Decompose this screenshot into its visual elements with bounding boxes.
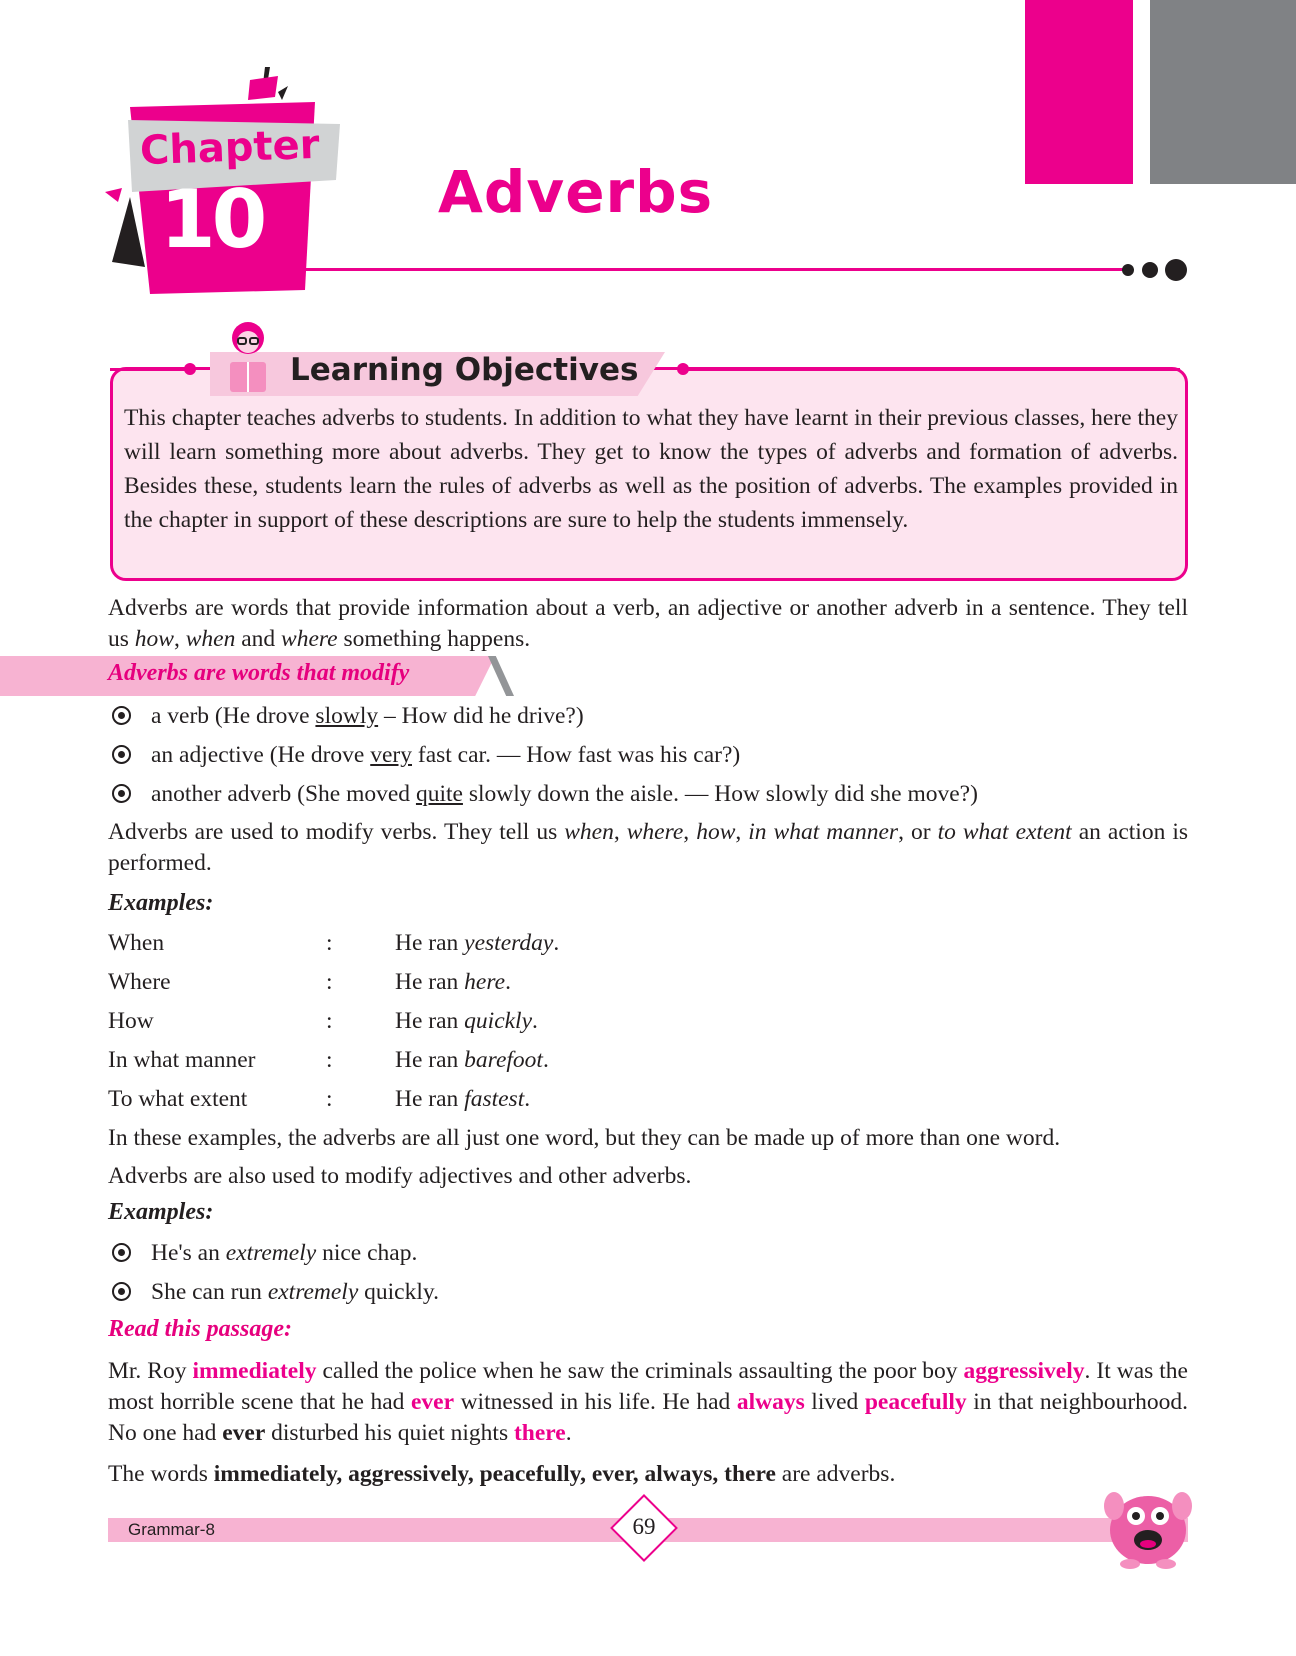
example-pre: He ran: [395, 1086, 465, 1112]
objectives-left-dot: [183, 362, 197, 376]
verbs-or: , or: [898, 819, 931, 845]
example-end: .: [542, 1047, 549, 1073]
page-title: Adverbs: [438, 158, 714, 226]
intro-when: when: [185, 626, 236, 652]
example-colon: :: [326, 930, 333, 956]
verbs-text: Adverbs are used to modify verbs. They tell us: [108, 819, 558, 845]
example-end: .: [532, 1008, 538, 1034]
example-adverb: fastest: [464, 1086, 525, 1112]
passage-text: [108, 1356, 1188, 1449]
passage-keyword: immediately: [192, 1358, 317, 1384]
example-pre: He ran: [395, 1008, 465, 1034]
example-adverb: barefoot: [464, 1047, 543, 1073]
item-adverb: extremely: [267, 1279, 359, 1305]
passage-seg: disturbed his quiet nights: [271, 1420, 509, 1446]
note-2: Adverbs are also used to modify adjectives and other adverbs.: [108, 1163, 692, 1189]
verbs-when: when: [564, 819, 614, 845]
monster-mascot-icon: [1100, 1478, 1196, 1572]
objectives-left-rule: [110, 368, 190, 371]
note-1: In these examples, the adverbs are all just one word, but they can be made up of more than one word.: [108, 1125, 1061, 1151]
example-pre: He ran: [395, 1047, 465, 1073]
passage-seg: in that neighbourhood. No one had: [108, 1389, 1189, 1446]
passage-conclusion: [108, 1459, 895, 1490]
objectives-heading: Learning Objectives: [290, 352, 639, 388]
example-row: [108, 1084, 808, 1115]
example-label: When: [108, 930, 165, 956]
example-colon: :: [326, 969, 333, 995]
example-end: .: [505, 969, 511, 995]
passage-seg: lived: [811, 1389, 859, 1415]
verbs-extent: to what extent: [937, 819, 1072, 845]
objectives-right-rule: [680, 368, 1180, 371]
intro-text: Adverbs are words that provide information about a verb, an adjective or another adverb in a sentence. They tell us: [108, 595, 1188, 652]
decor-gray-bar: [1150, 0, 1296, 184]
modify-banner-edge: [488, 656, 514, 696]
item-text-end: slowly down the aisle. — How slowly did she move?): [462, 781, 978, 807]
example-row: [108, 928, 808, 959]
modify-item-verb: [112, 701, 584, 732]
example-colon: :: [326, 1086, 333, 1112]
examples-heading-1: Examples:: [108, 890, 214, 916]
example-pre: He ran: [395, 969, 465, 995]
intro-and: and: [241, 626, 276, 652]
item-text: She can run: [151, 1279, 268, 1305]
conclusion-bold: immediately, aggressively, peacefully, ever, always, there: [213, 1461, 776, 1487]
example-row: [108, 1045, 808, 1076]
title-rule-dots: [1118, 256, 1192, 284]
intro-end: something happens.: [343, 626, 531, 652]
intro-where: where: [281, 626, 338, 652]
passage-seg: Mr. Roy: [108, 1358, 187, 1384]
title-rule: [270, 268, 1124, 271]
bullet-icon: [112, 706, 131, 725]
bullet-icon: [112, 1282, 131, 1301]
intro-how: how: [134, 626, 174, 652]
modify-item-adverb: [112, 779, 978, 810]
conclusion-end: are adverbs.: [781, 1461, 896, 1487]
examples-heading-2: Examples:: [108, 1199, 214, 1225]
verbs-paragraph: Adverbs are used to modify verbs. They tell us when, where, how, in what manner, or to what extent an action is performed.: [108, 819, 1189, 876]
item-text-end: nice chap.: [316, 1240, 418, 1266]
passage-keyword: peacefully: [864, 1389, 967, 1415]
item-text-end: fast car. — How fast was his car?): [412, 742, 741, 768]
passage-keyword: always: [736, 1389, 805, 1415]
verbs-end: an action is performed.: [108, 819, 1189, 876]
item-underlined: quite: [415, 781, 463, 807]
passage-seg: witnessed in his life. He had: [460, 1389, 731, 1415]
example-label: To what extent: [108, 1086, 248, 1112]
example-adverb: here: [464, 969, 506, 995]
footer-book: Grammar-8: [128, 1520, 215, 1539]
intro-comma: ,: [173, 626, 180, 652]
passage-keyword: aggressively: [963, 1358, 1085, 1384]
passage-seg: . It was the most horrible scene that he had: [108, 1358, 1188, 1415]
modify-item-adjective: [112, 740, 740, 771]
example-colon: :: [326, 1047, 333, 1073]
item-text: an adjective (He drove: [151, 742, 371, 768]
chapter-label: Chapter: [139, 121, 321, 175]
example-adverb: quickly: [464, 1008, 533, 1034]
example-colon: :: [326, 1008, 333, 1034]
example-bullet-2: [112, 1277, 439, 1308]
example-end: .: [524, 1086, 531, 1112]
example-pre: He ran: [395, 930, 465, 956]
passage-keyword: ever: [410, 1389, 455, 1415]
modify-heading: Adverbs are words that modify: [108, 660, 410, 686]
verbs-manner: in what manner: [748, 819, 899, 845]
verbs-where: where: [626, 819, 684, 845]
bullet-icon: [112, 784, 131, 803]
item-text: another adverb (She moved: [151, 781, 416, 807]
example-row: [108, 1006, 808, 1037]
item-text-end: quickly.: [358, 1279, 439, 1305]
item-underlined: very: [370, 742, 412, 768]
page-number: 69: [632, 1514, 656, 1539]
verbs-how: how: [696, 819, 736, 845]
chapter-number: 10: [160, 173, 264, 266]
passage-seg: called the police when he saw the criminals assaulting the poor boy: [322, 1358, 958, 1384]
passage-seg: .: [565, 1420, 572, 1446]
item-text: a verb (He drove: [151, 703, 316, 729]
example-bullet-1: [112, 1238, 417, 1269]
passage-keyword: there: [513, 1420, 566, 1446]
example-label: In what manner: [108, 1047, 256, 1073]
bullet-icon: [112, 1243, 131, 1262]
example-row: [108, 967, 808, 998]
example-label: Where: [108, 969, 171, 995]
item-underlined: slowly: [315, 703, 379, 729]
passage-keyword: ever: [222, 1420, 266, 1446]
student-reading-icon: [222, 318, 274, 398]
objectives-right-dot: [676, 362, 690, 376]
decor-pink-bar: [1025, 0, 1133, 184]
item-text: He's an: [151, 1240, 226, 1266]
example-adverb: yesterday: [464, 930, 554, 956]
item-adverb: extremely: [225, 1240, 317, 1266]
item-text-end: – How did he drive?): [378, 703, 584, 729]
example-label: How: [108, 1008, 154, 1034]
conclusion-text: The words: [108, 1461, 208, 1487]
passage-heading: Read this passage:: [108, 1316, 293, 1342]
objectives-text: This chapter teaches adverbs to students. In addition to what they have learnt in their previous classes, here they will learn something more about adverbs. They get to know the types of adverbs and formation of adverbs. Besides these, students learn the rules of adverbs as well as the position of adverbs. The examples provided in the chapter in support of these descriptions are sure to help the students immensely.: [124, 405, 1178, 533]
bullet-icon: [112, 745, 131, 764]
intro-paragraph: [108, 593, 1188, 655]
example-end: .: [553, 930, 560, 956]
